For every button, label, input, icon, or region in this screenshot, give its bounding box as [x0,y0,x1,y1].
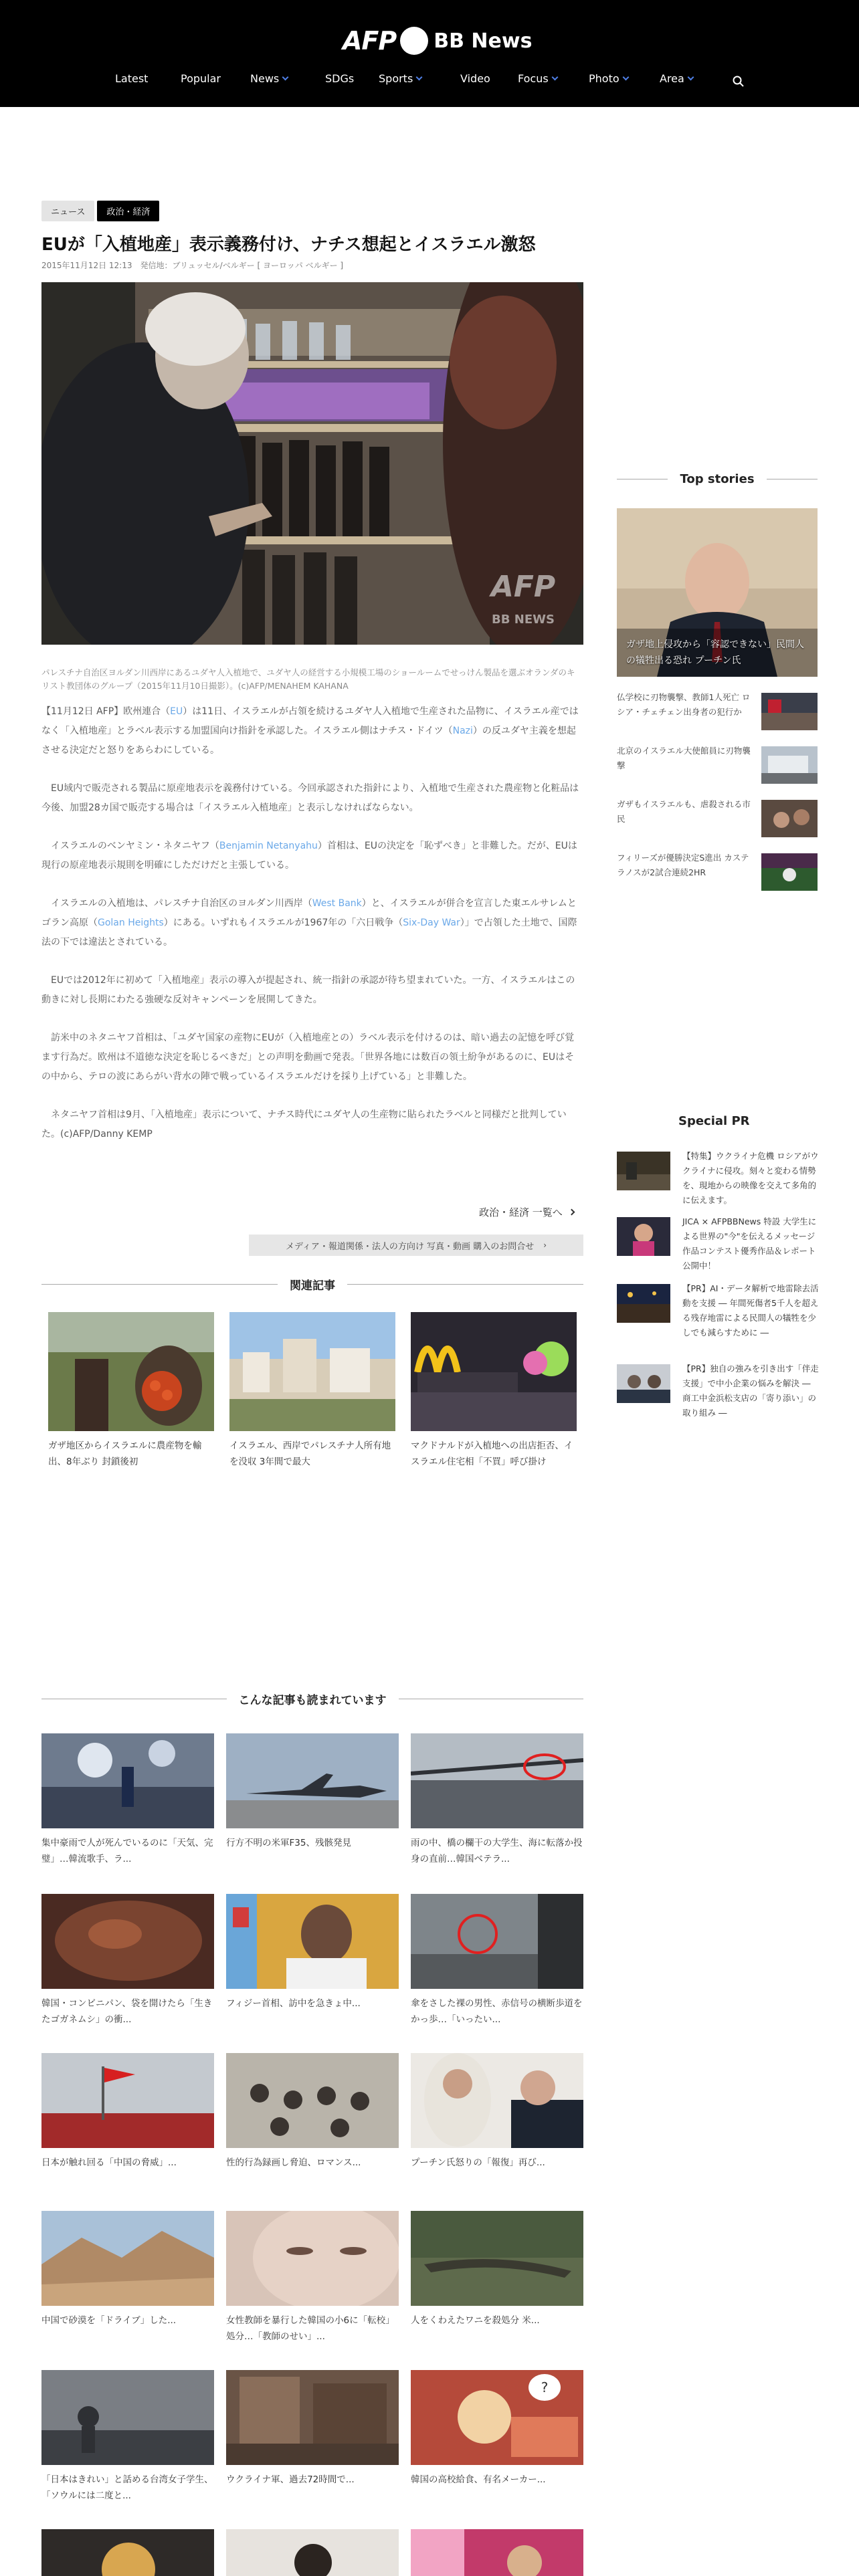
photo-watermark: AFP [490,570,556,604]
popular-thumb [411,2529,583,2576]
article-tags [41,201,159,221]
popular-card[interactable]: 人をくわえたワニを殺処分 米... [411,2211,583,2329]
chevron-right-icon [568,1209,575,1216]
pr-thumb [617,1152,670,1190]
popular-card[interactable]: 性的行為録画し脅迫、ロマンス... [226,2053,399,2171]
sidebar-thumb [761,800,818,837]
media-contact-button[interactable]: メディア・報道関係・法人の方向け 写真・動画 購入のお問合せ › [249,1235,583,1256]
pr-thumb [617,1284,670,1323]
paragraph-3: イスラエルのベンヤミン・ネタニヤフ（Benjamin Netanyahu）首相は、EUの決定を「恥ずべき」と非難した。だが、EUは現行の原産地表示規則を明確にしただけだと主張している。 [41,841,577,871]
popular-card[interactable]: プーチン氏怒りの「報復」再び... [411,2053,583,2171]
site-logo[interactable] [343,24,532,58]
pr-thumb [617,1217,670,1256]
paragraph-5: EUでは2012年に初めて「入植地産」表示の導入が提起され、統一指針の承認が待ち望まれていた。一方、イスラエルはこの動きに対し長期にわたる強硬な反対キャンペーンを展開してきた。 [41,975,575,1005]
chevron-down-icon [622,74,629,81]
popular-card[interactable]: 中国で砂漠を「ドライブ」した... [41,2211,214,2329]
link-west-bank[interactable]: West Bank [312,898,362,909]
popular-thumb [41,2529,214,2576]
category-list-link[interactable]: 政治・経済 一覧へ [479,1205,574,1219]
paragraph-1: 【11月12日 AFP】欧州連合（EU）は11日、イスラエルが占領を続けるユダヤ人入植地で生産された品物に、イスラエル産ではなく「入植地産」とラベル表示する加盟国向け指針を承認した。イスラエル側はナチス・ドイツ（Nazi）の反ユダヤ主義を想起させる決定だと怒りをあらわにしている。 [41,706,579,756]
popular-thumb [226,2529,399,2576]
link-golan-heights[interactable]: Golan Heights [98,918,164,928]
popular-thumb [226,1894,399,1989]
related-card[interactable]: イスラエル、西岸でパレスチナ人所有地を没収 3年間で最大 [229,1312,395,1470]
popular-thumb [226,2370,399,2465]
article-body [41,702,583,1163]
logo-afp: AFP [343,26,397,56]
popular-card[interactable]: 韓国・コンビニパン、袋を開けたら「生きたゴガネムシ」の衝... [41,1894,214,2028]
nav-latest[interactable]: Latest [115,72,149,85]
related-card[interactable]: ガザ地区からイスラエルに農産物を輸出、8年ぶり 封鎖後初 [48,1312,214,1470]
popular-thumb [41,2370,214,2465]
chevron-down-icon [282,74,289,81]
related-heading: 関連記事 [41,1276,583,1293]
sidebar-story[interactable]: 仏学校に刃物襲撃、教師1人死亡 ロシア・チェチェン出身者の犯行か [617,690,818,733]
pr-item[interactable]: JICA × AFPBBNews 特設 大学生による世界の"今"を伝えるメッセージ作品コンテスト優秀作品＆レポート公開中！ [617,1217,818,1277]
pr-item[interactable]: 【特集】ウクライナ危機 ロシアがウクライナに侵攻。刻々と変わる情勢を、現地からの映像を交えて多角的に伝えます。 [617,1152,818,1212]
nav-area[interactable]: Area [660,72,693,85]
nav-focus[interactable]: Focus [518,72,557,85]
popular-card[interactable] [411,2529,583,2576]
article-location: 発信地：ブリュッセル/ベルギー [ ヨーロッパ ベルギー ] [140,261,344,270]
logo-bbnews: BB News [434,29,533,53]
article-title: EUが「入植地産」表示義務付け、ナチス想起とイスラエル激怒 [41,235,536,255]
popular-thumb [226,2211,399,2306]
popular-card[interactable]: 集中豪雨で人が死んでいるのに「天気、完璧」…韓流歌手、ラ... [41,1733,214,1867]
link-nazi[interactable]: Nazi [452,726,473,736]
sidebar-story[interactable]: フィリーズが優勝決定S進出 カステラノスが2試合連続2HR [617,851,818,893]
sidebar-story[interactable]: 北京のイスラエル大使館員に刃物襲撃 [617,744,818,786]
sidebar-thumb [761,746,818,784]
related-thumb [411,1312,577,1431]
pr-item[interactable]: 【PR】独自の強みを引き出す「伴走支援」で中小企業の悩みを解決 ― 商工中金浜松支店の「寄り添い」の取り組み ― [617,1364,818,1424]
popular-thumb [411,2053,583,2148]
popular-thumb [411,1733,583,1828]
top-story-caption: ガザ地上侵攻から「容認できない」民間人の犠牲出る恐れ プーチン氏 [626,639,804,666]
sidebar-thumb [761,693,818,730]
tag-news[interactable]: ニュース [41,201,94,221]
popular-thumb [411,1894,583,1989]
chevron-right-icon: › [543,1241,547,1250]
popular-card[interactable]: 女性教師を暴行した韓国の小6に「転校」処分…「教師のせい」... [226,2211,399,2345]
article-date: 2015年11月12日 12:13 [41,261,132,270]
link-eu[interactable]: EU [170,706,183,717]
related-thumb [48,1312,214,1431]
site-header [0,0,859,107]
popular-card[interactable]: 日本が触れ回る「中国の脅威」... [41,2053,214,2171]
pr-item[interactable]: 【PR】AI・データ解析で地雷除去活動を支援 ― 年間死傷者5千人を超える残存地雷による民間人の犠牲を少しでも減らすために ― [617,1284,818,1358]
search-icon[interactable] [732,75,745,88]
paragraph-4: イスラエルの入植地は、パレスチナ自治区のヨルダン川西岸（West Bank）と、イスラエルが併合を宣言した東エルサレムとゴラン高原（Golan Heights）にある。いずれもイスラエルが1967年の「六日戦争（Six-Day War）」で占領した土地で、国際法の下では違法とされている。 [41,898,577,948]
article-meta [41,259,343,271]
popular-thumb [41,2053,214,2148]
pr-thumb [617,1364,670,1403]
nav-sdgs[interactable]: SDGs [325,72,355,85]
tag-category[interactable]: 政治・経済 [97,201,159,221]
nav-video[interactable]: Video [460,72,490,85]
popular-card[interactable]: フィジー首相、訪中を急きょ中... [226,1894,399,2012]
paragraph-7: ネタニヤフ首相は9月、「入植地産」表示について、ナチス時代にユダヤ人の生産物に貼られたラベルと同様だと批判していた。(c)AFP/Danny KEMP [41,1109,567,1140]
top-stories-heading: Top stories [617,472,818,486]
popular-heading: こんな記事も読まれています [41,1691,583,1707]
paragraph-2: EU域内で販売される製品に原産地表示を義務付けている。今回承認された指針により、入植地で生産された農産物と化粧品は今後、加盟28カ国で販売する場合は「イスラエル入植地産」と表示しなければならない。 [41,783,579,813]
popular-thumb [41,1894,214,1989]
popular-card[interactable]: 雨の中、橋の欄干の大学生、海に転落か投身の直前…韓国ベテラ... [411,1733,583,1867]
popular-card[interactable]: ウクライナ軍、過去72時間で... [226,2370,399,2488]
popular-card[interactable]: 傘をさした裸の男性、赤信号の横断歩道をかっ歩…「いったい... [411,1894,583,2028]
popular-thumb [411,2370,583,2465]
chevron-down-icon [416,74,423,81]
logo-dot-icon [400,27,428,55]
nav-popular[interactable]: Popular [181,72,221,85]
popular-card[interactable] [41,2529,214,2576]
related-card[interactable]: マクドナルドが入植地への出店拒否、イスラエル住宅相「不買」呼び掛け [411,1312,577,1470]
main-nav [0,72,859,92]
link-netanyahu[interactable]: Benjamin Netanyahu [219,841,318,851]
sidebar-story[interactable]: ガザもイスラエルも、虐殺される市民 [617,797,818,840]
question-mark-icon: ? [541,2379,549,2395]
popular-thumb [226,1733,399,1828]
popular-thumb [226,2053,399,2148]
popular-thumb [411,2211,583,2306]
link-six-day-war[interactable]: Six-Day War [403,918,460,928]
article-photo[interactable] [41,282,583,645]
top-story-feature[interactable] [617,508,818,677]
popular-thumb [41,2211,214,2306]
nav-news[interactable]: News [250,72,288,85]
popular-card[interactable]: ? 韓国の高校給食、有名メーカー... [411,2370,583,2488]
popular-card[interactable]: 行方不明の米軍F35、残骸発見 [226,1733,399,1851]
sidebar-thumb [761,853,818,891]
related-thumb [229,1312,395,1431]
popular-thumb [41,1733,214,1828]
photo-watermark-sub: BB NEWS [492,613,555,627]
photo-caption: パレスチナ自治区ヨルダン川西岸にあるユダヤ人入植地で、ユダヤ人の経営する小規模工場のショールームでせっけん製品を選ぶオランダのキリスト教団体のグループ（2015年11月10日撮影）。(c)AFP/MENAHEM KAHANA [41,667,575,691]
paragraph-6: 訪米中のネタニヤフ首相は、「ユダヤ国家の産物にEUが（入植地産との）ラベル表示を付けるのは、暗い過去の記憶を呼び覚ます行為だ。欧州は不道徳な決定を恥じるべきだ」との声明を動画で発表。「世界各地には数百の領土紛争があるのに、EUはその中から、テロの波にあらがい背水の陣で戦っているイスラエルだけを採り上げている」と非難した。 [41,1033,575,1082]
chevron-down-icon [687,74,694,81]
special-pr-heading: Special PR [678,1114,750,1128]
nav-photo[interactable]: Photo [589,72,628,85]
popular-card[interactable] [226,2529,399,2576]
nav-sports[interactable]: Sports [379,72,421,85]
popular-card[interactable]: 「日本はきれい」と話める台湾女子学生、「ソウルには二度と... [41,2370,214,2504]
chevron-down-icon [551,74,558,81]
